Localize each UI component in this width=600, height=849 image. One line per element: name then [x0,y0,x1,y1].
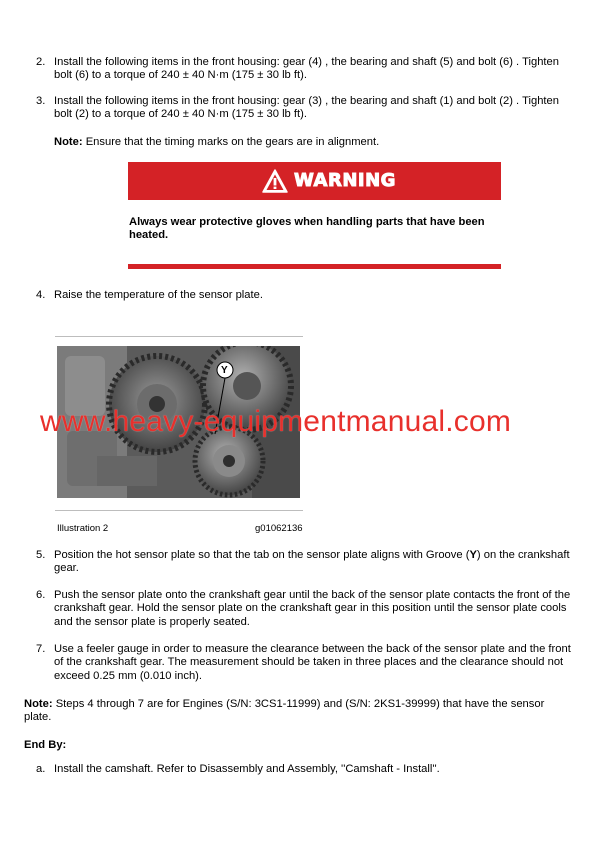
step-text: Install the following items in the front housing: gear (4) , the bearing and shaft (5) and bolt (6) . Tighten bolt (6) to a torque of 240 ± 40 N·m (175 ± 30 lb ft). [54,56,559,82]
watermark-text: www.heavy-equipmentmanual.com [40,405,512,438]
step-text-part: ) on the crankshaft gear. [54,549,570,575]
illustration-bottom-rule [55,510,303,511]
step-text: Raise the temperature of the sensor plate. [54,289,263,301]
illustration-id: g01062136 [255,523,303,534]
step-text: Install the following items in the front housing: gear (3) , the bearing and shaft (1) and bolt (2) . Tighten bolt (2) to a torque of 240 ± 40 N·m (175 ± 30 lb ft). [54,95,559,121]
illustration-label: Illustration 2 [57,523,109,534]
note-label: Note: [54,136,83,148]
note-text: Ensure that the timing marks on the gears are in alignment. [82,136,380,148]
step-text: Install the camshaft. Refer to Disassembly and Assembly, ''Camshaft - Install''. [54,763,440,775]
engines-note [24,698,564,725]
step-number: 7. [36,643,46,655]
step-text: Push the sensor plate onto the crankshaft gear until the back of the sensor plate contacts the front of the crankshaft gear. Hold the sensor plate on the crankshaft gear in this position until the sensor plate cools and the sensor plate is properly seated. [54,589,571,628]
step-text: Use a feeler gauge in order to measure the clearance between the back of the sensor plate and the front of the crankshaft gear. The measurement should be taken in three places and the clearance should not exceed 0.25 mm (0.010 inch). [54,643,571,682]
step-number: a. [36,763,46,775]
timing-note [54,136,379,149]
note-text: Steps 4 through 7 are for Engines (S/N: 3CS1-11999) and (S/N: 2KS1-39999) that have the sensor plate. [24,698,545,724]
note-label: Note: [24,698,53,710]
end-by-heading: End By: [24,739,67,751]
callout-y-label: Y [221,365,228,376]
step-text [54,549,574,576]
step-number: 2. [36,56,46,68]
step-text-part: Position the hot sensor plate so that the tab on the sensor plate aligns with Groove ( [54,549,470,561]
step-number: 6. [36,589,46,601]
warning-text: Always wear protective gloves when handling parts that have been heated. [129,216,485,242]
step-number: 3. [36,95,46,107]
warning-banner [128,162,501,200]
step-number: 4. [36,289,46,301]
step-number: 5. [36,549,46,561]
warning-heading: WARNING [294,170,396,191]
groove-label: Y [469,549,477,561]
warning-bottom-bar [128,264,501,269]
illustration-top-rule [55,336,303,337]
